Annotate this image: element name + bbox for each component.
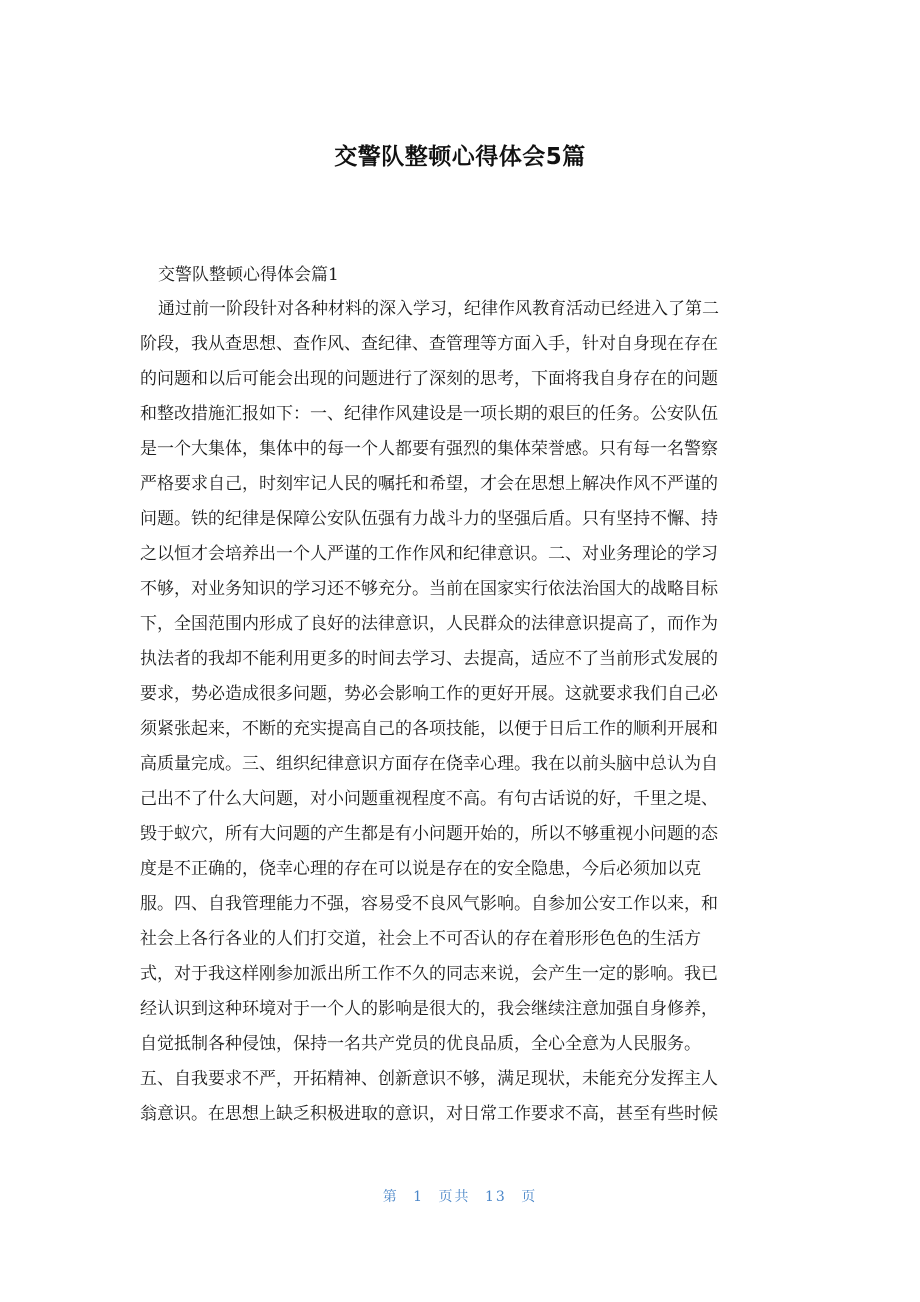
body-line: 严格要求自己，时刻牢记人民的嘱托和希望，才会在思想上解决作风不严谨的 [140,474,718,494]
body-line: 社会上各行各业的人们打交道，社会上不可否认的存在着形形色色的生活方 [140,929,701,949]
body-line: 服。四、自我管理能力不强，容易受不良风气影响。自参加公安工作以来，和 [140,894,718,914]
body-line: 须紧张起来，不断的充实提高自己的各项技能，以便于日后工作的顺利开展和 [140,719,718,739]
body-line: 自觉抵制各种侵蚀，保持一名共产党员的优良品质，全心全意为人民服务。 [140,1034,701,1054]
body-line: 式，对于我这样刚参加派出所工作不久的同志来说，会产生一定的影响。我已 [140,964,718,984]
body-line: 问题。铁的纪律是保障公安队伍强有力战斗力的坚强后盾。只有坚持不懈、持 [140,509,718,529]
body-line: 己出不了什么大问题，对小问题重视程度不高。有句古话说的好，千里之堤、 [140,789,718,809]
body-line: 毁于蚁穴，所有大问题的产生都是有小问题开始的，所以不够重视小问题的态 [140,824,718,844]
body-line: 高质量完成。三、组织纪律意识方面存在侥幸心理。我在以前头脑中总认为自 [140,754,718,774]
body-line: 经认识到这种环境对于一个人的影响是很大的，我会继续注意加强自身修养， [140,999,718,1019]
body-line: 五、自我要求不严，开拓精神、创新意识不够，满足现状，未能充分发挥主人 [140,1069,718,1089]
body-line: 下，全国范围内形成了良好的法律意识，人民群众的法律意识提高了，而作为 [140,614,718,634]
body-line: 执法者的我却不能利用更多的时间去学习、去提高，适应不了当前形式发展的 [140,649,718,669]
page-number-footer: 第 1 页共 13 页 [382,1189,538,1205]
body-line: 翁意识。在思想上缺乏积极进取的意识，对日常工作要求不高，甚至有些时候 [140,1104,718,1124]
body-line: 度是不正确的，侥幸心理的存在可以说是存在的安全隐患，今后必须加以克 [140,859,701,879]
body-line: 之以恒才会培养出一个人严谨的工作作风和纪律意识。二、对业务理论的学习 [140,544,718,564]
body-line: 通过前一阶段针对各种材料的深入学习，纪律作风教育活动已经进入了第二 [158,299,719,319]
body-line: 不够，对业务知识的学习还不够充分。当前在国家实行依法治国大的战略目标 [140,579,718,599]
body-line: 是一个大集体，集体中的每一个人都要有强烈的集体荣誉感。只有每一名警察 [140,439,718,459]
body-line: 和整改措施汇报如下：一、纪律作风建设是一项长期的艰巨的任务。公安队伍 [140,404,718,424]
section-heading: 交警队整顿心得体会篇1 [158,265,339,285]
body-line: 阶段，我从查思想、查作风、查纪律、查管理等方面入手，针对自身现在存在 [140,334,718,354]
document-title: 交警队整顿心得体会5篇 [334,144,586,170]
body-line: 的问题和以后可能会出现的问题进行了深刻的思考，下面将我自身存在的问题 [140,369,718,389]
body-line: 要求，势必造成很多问题，势必会影响工作的更好开展。这就要求我们自己必 [140,684,718,704]
